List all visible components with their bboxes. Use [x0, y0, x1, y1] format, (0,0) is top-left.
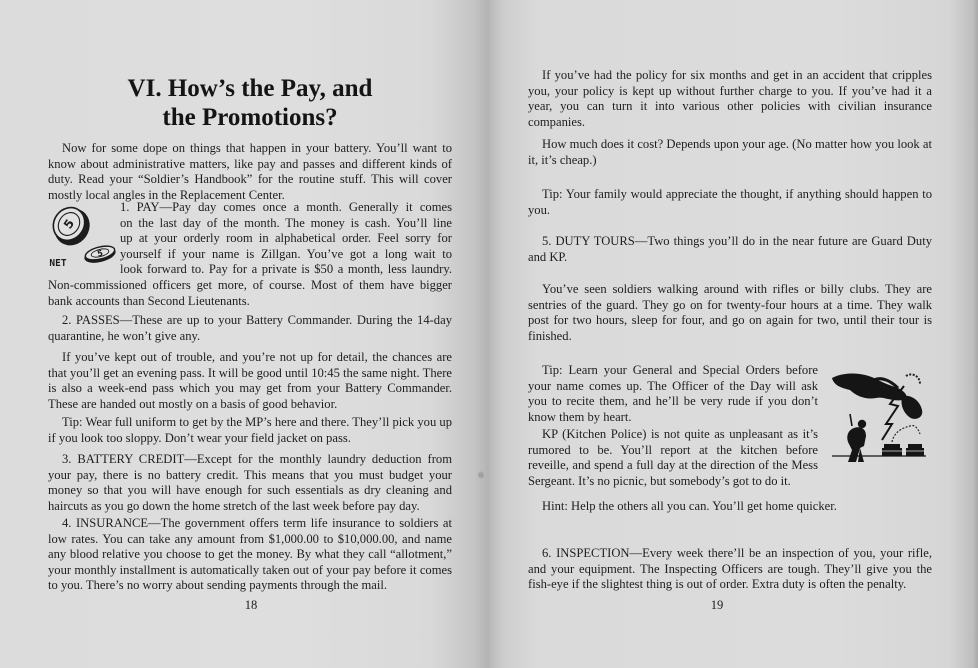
- pay-line: up at your orderly room in alphabetical order. Feel sorry for: [120, 231, 452, 246]
- evening-pass-paragraph: If you’ve kept out of trouble, and you’re not up for detail, the chances are that you’ll get an evening pass. It will be good until 10:45 the same night. There is also a week-end pass which you may get from your Battery Commander. These are handed out mostly on a basis of good behavior.: [48, 350, 452, 411]
- insurance-paragraph: 4. INSURANCE—The government offers term life insurance to soldiers at low rates. You can take any amount from $1,000.00 to $10,000.00, and name any blood relative you choose to get the money. By what they call “allotment,” your monthly installment is automatically taken out of your pay before it comes to you. There’s no worry about sending payments through the mail.: [48, 516, 452, 593]
- coin-label-1: 5: [60, 216, 78, 232]
- inspection-paragraph: 6. INSPECTION—Every week there’ll be an inspection of you, your rifle, and your equipment. The Inspecting Officers are tough. They’ll give you the fish-eye if the slightest thing is out of order. Extra duty is often the penalty.: [528, 546, 932, 592]
- hint-paragraph: Hint: Help the others all you can. You’ll get home quicker.: [542, 499, 837, 513]
- policy-paragraph: If you’ve had the policy for six months and get in an accident that cripples you, your policy is kept up without further charge to you. If you’ve had it a year, you can turn it into various other policies with civilian insurance companies.: [528, 68, 932, 129]
- tip-orders-paragraph: Tip: Learn your General and Special Orders before your name comes up. The Officer of the Day will ask you to recite them, and he’ll be very rude if you don’t know them by heart.: [528, 363, 818, 424]
- net-caption: NET: [49, 258, 67, 269]
- passes-paragraph: 2. PASSES—These are up to your Battery Commander. During the 14-day quarantine, he won’t give any.: [48, 313, 452, 343]
- duty-tours-paragraph: 5. DUTY TOURS—Two things you’ll do in the near future are Guard Duty and KP.: [528, 234, 932, 264]
- pay-line: look forward to. Pay for a private is $50 a month, less laundry.: [120, 262, 452, 277]
- pay-paragraph-continued: Non-commissioned officers get more, of course. Most of them have bigger bank accounts than Second Lieutenants.: [48, 277, 452, 308]
- tip-uniform-paragraph: Tip: Wear full uniform to get by the MP’s here and there. They’ll pick you up if you look too sloppy. Don’t wear your field jacket on pass.: [48, 415, 452, 445]
- intro-paragraph: Now for some dope on things that happen in your battery. You’ll want to know about administrative matters, like pay and passes and different kinds of duty. Read your “Soldier’s Handbook” for the routine stuff. This will cover mostly local angles in the Replacement Center.: [48, 141, 452, 202]
- pay-section: [48, 200, 452, 309]
- pay-line: on the last day of the month. The money is cash. You’ll line: [120, 215, 452, 230]
- kp-storm-illustration-icon: [826, 366, 928, 466]
- pay-paragraph: [120, 200, 452, 278]
- cost-paragraph: How much does it cost? Depends upon your age. (No matter how you look at it, it’s cheap.): [528, 137, 932, 167]
- coins-illustration-icon: [48, 200, 118, 272]
- page-number-left: 18: [244, 598, 258, 612]
- pay-line: 1. PAY—Pay day comes once a month. Generally it comes: [120, 200, 452, 214]
- page-number-right: 19: [710, 598, 724, 612]
- chapter-title: [60, 74, 440, 132]
- kp-paragraph: KP (Kitchen Police) is not quite as unpleasant as it’s rumored to be. You’ll report at the kitchen before reveille, and spend a full day at the direction of the Mess Sergeant. It’s no picnic, but somebody’s got to do it.: [528, 427, 818, 488]
- tip-family-paragraph: Tip: Your family would appreciate the thought, if anything should happen to you.: [528, 187, 932, 217]
- pay-line: yourself if your name is Zillgan. You’ve got a long wait to: [120, 246, 452, 261]
- gutter-speck: [478, 470, 484, 480]
- chapter-title-line-2: the Promotions?: [162, 104, 338, 131]
- chapter-title-line-1: VI. How’s the Pay, and: [127, 75, 373, 102]
- coin-label-2: 5: [96, 248, 104, 259]
- sentries-paragraph: You’ve seen soldiers walking around with rifles or billy clubs. They are sentries of the guard. They go on for twenty-four hours at a time. They walk post for two hours, sleep for four, and go on again for two, until their tour is finished.: [528, 282, 932, 343]
- battery-credit-paragraph: 3. BATTERY CREDIT—Except for the monthly laundry deduction from your pay, there is no battery credit. This means that you must budget your money so that you will have enough for such essentials as dry cleaning and haircuts as you go down the home stretch of the last week before pay day.: [48, 452, 452, 513]
